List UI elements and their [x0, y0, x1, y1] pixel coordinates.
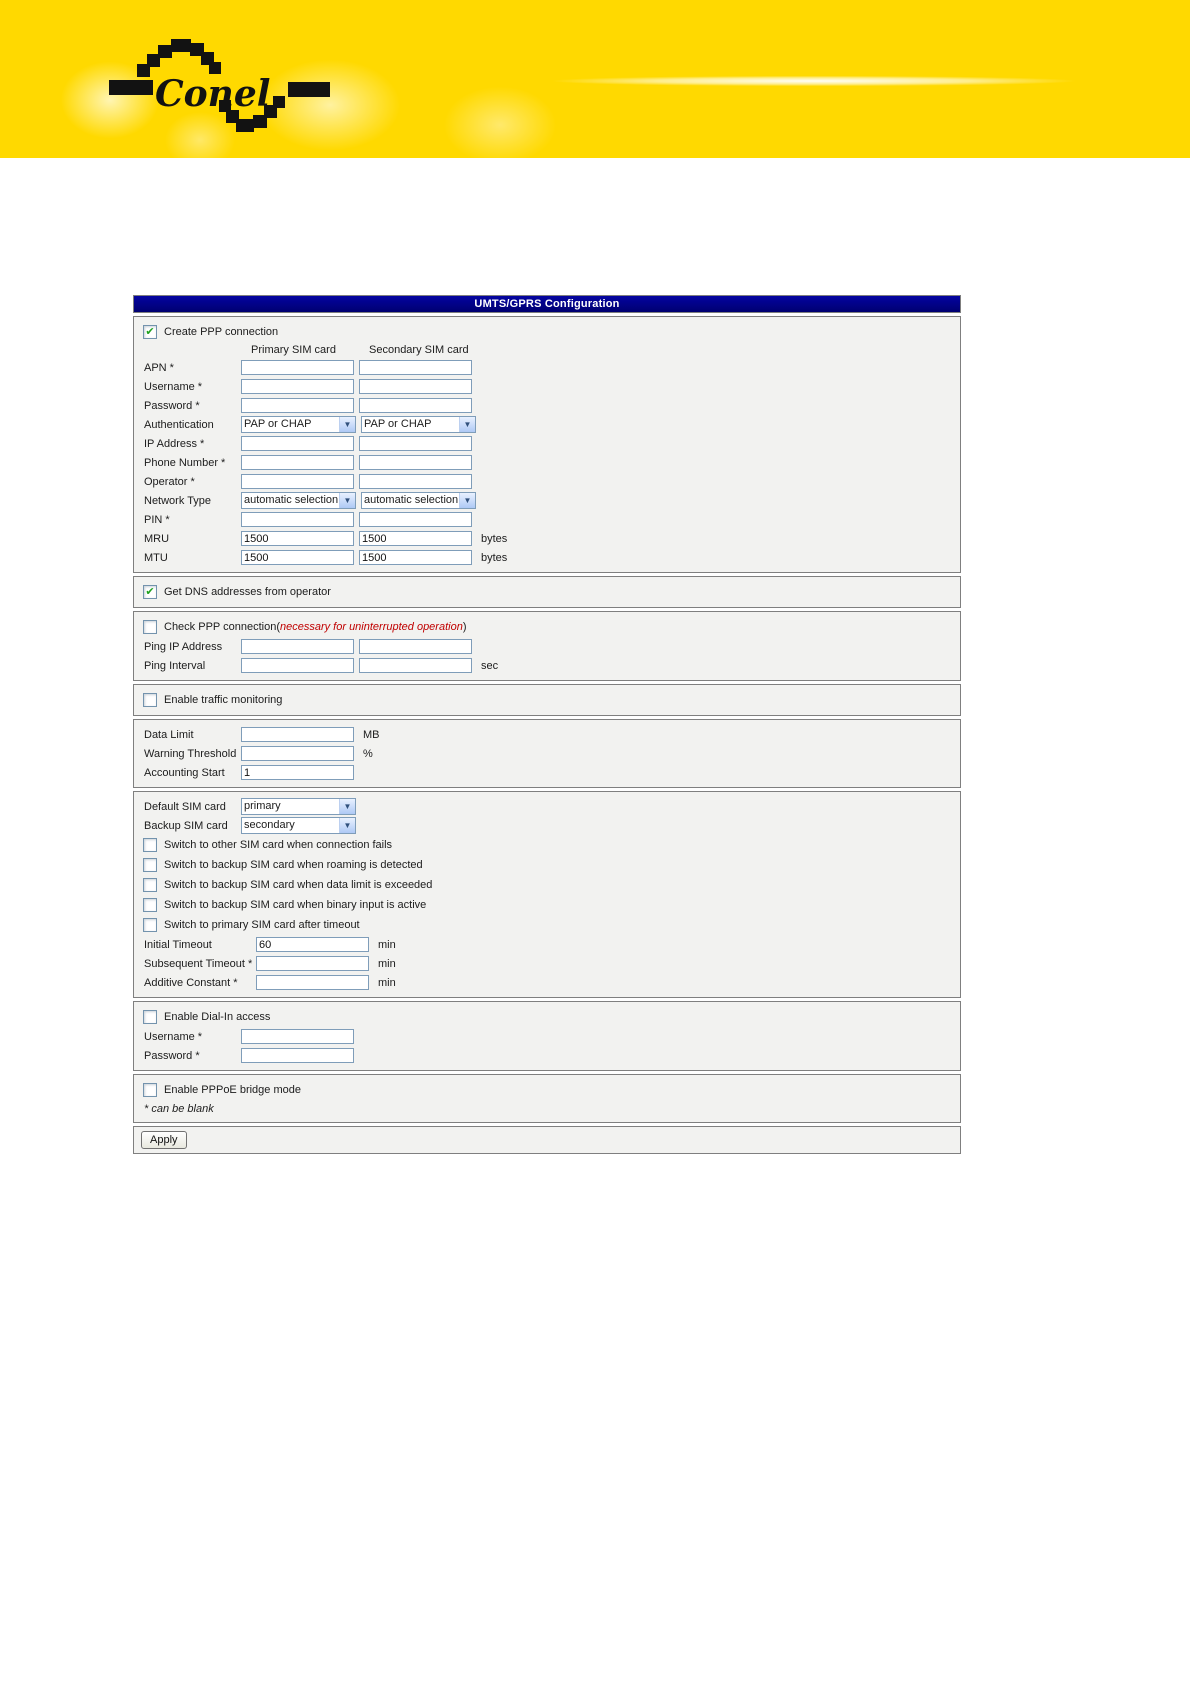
authentication-select-primary[interactable]: PAP or CHAP ▼ [241, 416, 356, 433]
section-data-limit [133, 719, 961, 788]
warning-threshold-input[interactable] [241, 746, 354, 761]
section-sim-switching [133, 791, 961, 998]
backup-sim-label: Backup SIM card [144, 819, 228, 832]
pin-input-primary[interactable] [241, 512, 354, 527]
checkbox-check-icon: ✔ [145, 325, 155, 338]
additive-constant-label: Additive Constant * [144, 976, 238, 989]
initial-timeout-label: Initial Timeout [144, 938, 212, 951]
dial-in-checkbox[interactable] [143, 1010, 157, 1024]
accounting-start-label: Accounting Start [144, 766, 225, 779]
ip-address-input-secondary[interactable] [359, 436, 472, 451]
mru-input-secondary[interactable] [359, 531, 472, 546]
network-type-label: Network Type [144, 494, 212, 507]
password-input-secondary[interactable] [359, 398, 472, 413]
check-ppp-note-open: ( [276, 621, 280, 633]
operator-input-primary[interactable] [241, 474, 354, 489]
section-apply [133, 1126, 961, 1154]
mtu-unit: bytes [481, 551, 508, 564]
initial-timeout-unit: min [378, 938, 396, 951]
dial-in-password-input[interactable] [241, 1048, 354, 1063]
switch-backup-roaming-checkbox[interactable] [143, 858, 157, 872]
can-be-blank-note: * can be blank [144, 1102, 214, 1115]
section-pppoe [133, 1074, 961, 1123]
dropdown-arrow-icon[interactable]: ▼ [459, 493, 475, 508]
check-ppp-checkbox[interactable] [143, 620, 157, 634]
warning-threshold-label: Warning Threshold [144, 747, 237, 760]
ping-ip-label: Ping IP Address [144, 640, 223, 653]
secondary-sim-column-header: Secondary SIM card [369, 344, 469, 356]
apn-input-primary[interactable] [241, 360, 354, 375]
create-ppp-checkbox[interactable] [143, 325, 157, 339]
mtu-label: MTU [144, 551, 168, 564]
mru-label: MRU [144, 532, 170, 545]
brand-header [0, 0, 1190, 158]
conel-logo [95, 36, 335, 141]
traffic-monitoring-label: Enable traffic monitoring [164, 694, 283, 706]
dns-checkbox[interactable] [143, 585, 157, 599]
switch-backup-binaryinput-checkbox[interactable] [143, 898, 157, 912]
password-label: Password * [144, 399, 200, 412]
ping-ip-input-primary[interactable] [241, 639, 354, 654]
operator-input-secondary[interactable] [359, 474, 472, 489]
subsequent-timeout-input[interactable] [256, 956, 369, 971]
mtu-input-primary[interactable] [241, 550, 354, 565]
dropdown-arrow-icon[interactable]: ▼ [339, 417, 355, 432]
check-ppp-note: necessary for uninterrupted operation [279, 621, 463, 633]
traffic-monitoring-checkbox[interactable] [143, 693, 157, 707]
username-input-primary[interactable] [241, 379, 354, 394]
network-type-select-primary[interactable]: automatic selection ▼ [241, 492, 356, 509]
ip-address-input-primary[interactable] [241, 436, 354, 451]
apn-label: APN * [144, 361, 174, 374]
dropdown-arrow-icon[interactable]: ▼ [339, 799, 355, 814]
ping-interval-unit: sec [481, 659, 499, 672]
pin-input-secondary[interactable] [359, 512, 472, 527]
mru-unit: bytes [481, 532, 508, 545]
warning-threshold-unit: % [363, 747, 373, 760]
switch-other-sim-label: Switch to other SIM card when connection fails [164, 839, 393, 851]
dial-in-username-input[interactable] [241, 1029, 354, 1044]
check-ppp-label: Check PPP connection [164, 621, 277, 633]
username-input-secondary[interactable] [359, 379, 472, 394]
ip-address-label: IP Address * [144, 437, 205, 450]
phone-number-label: Phone Number * [144, 456, 226, 469]
mru-input-primary[interactable] [241, 531, 354, 546]
additive-constant-input[interactable] [256, 975, 369, 990]
switch-backup-datalimit-label: Switch to backup SIM card when data limit is exceeded [164, 879, 433, 891]
default-sim-label: Default SIM card [144, 800, 226, 813]
apply-button[interactable]: Apply [141, 1131, 187, 1149]
switch-other-sim-checkbox[interactable] [143, 838, 157, 852]
checkbox-check-icon: ✔ [145, 585, 155, 598]
dial-in-password-label: Password * [144, 1049, 200, 1062]
phone-number-input-secondary[interactable] [359, 455, 472, 470]
default-sim-select[interactable]: primary ▼ [241, 798, 356, 815]
switch-backup-binaryinput-label: Switch to backup SIM card when binary input is active [164, 899, 427, 911]
dropdown-arrow-icon[interactable]: ▼ [339, 493, 355, 508]
check-ppp-note-close: ) [462, 621, 467, 633]
password-input-primary[interactable] [241, 398, 354, 413]
conel-wordmark: Conel [155, 73, 271, 115]
subsequent-timeout-label: Subsequent Timeout * [144, 957, 253, 970]
switch-backup-roaming-label: Switch to backup SIM card when roaming is detected [164, 859, 423, 871]
section-dial-in [133, 1001, 961, 1071]
subsequent-timeout-unit: min [378, 957, 396, 970]
dropdown-arrow-icon[interactable]: ▼ [459, 417, 475, 432]
pppoe-checkbox[interactable] [143, 1083, 157, 1097]
ping-interval-label: Ping Interval [144, 659, 206, 672]
network-type-select-secondary[interactable]: automatic selection ▼ [361, 492, 476, 509]
backup-sim-select[interactable]: secondary ▼ [241, 817, 356, 834]
data-limit-label: Data Limit [144, 728, 194, 741]
primary-sim-column-header: Primary SIM card [251, 344, 336, 356]
dial-in-label: Enable Dial-In access [164, 1011, 271, 1023]
authentication-label: Authentication [144, 418, 214, 431]
switch-primary-timeout-label: Switch to primary SIM card after timeout [164, 919, 360, 931]
section-check-ppp [133, 611, 961, 681]
switch-primary-timeout-checkbox[interactable] [143, 918, 157, 932]
username-label: Username * [144, 380, 203, 393]
dns-label: Get DNS addresses from operator [164, 586, 331, 598]
mtu-input-secondary[interactable] [359, 550, 472, 565]
ping-interval-input-primary[interactable] [241, 658, 354, 673]
light-streak-decoration [380, 74, 1080, 88]
section-ppp-connection [133, 316, 961, 573]
phone-number-input-primary[interactable] [241, 455, 354, 470]
apn-input-secondary[interactable] [359, 360, 472, 375]
ping-interval-input-secondary[interactable] [359, 658, 472, 673]
data-limit-unit: MB [363, 728, 380, 741]
initial-timeout-input[interactable] [256, 937, 369, 952]
accounting-start-input[interactable] [241, 765, 354, 780]
pppoe-label: Enable PPPoE bridge mode [164, 1084, 301, 1096]
create-ppp-label: Create PPP connection [164, 326, 279, 338]
authentication-select-secondary[interactable]: PAP or CHAP ▼ [361, 416, 476, 433]
ping-ip-input-secondary[interactable] [359, 639, 472, 654]
section-dns [133, 576, 961, 608]
section-traffic-monitoring [133, 684, 961, 716]
switch-backup-datalimit-checkbox[interactable] [143, 878, 157, 892]
dial-in-username-label: Username * [144, 1030, 203, 1043]
dropdown-arrow-icon[interactable]: ▼ [339, 818, 355, 833]
data-limit-input[interactable] [241, 727, 354, 742]
operator-label: Operator * [144, 475, 195, 488]
additive-constant-unit: min [378, 976, 396, 989]
panel-title: UMTS/GPRS Configuration [133, 295, 961, 313]
pin-label: PIN * [144, 513, 170, 526]
umts-gprs-configuration-panel [133, 295, 961, 1157]
